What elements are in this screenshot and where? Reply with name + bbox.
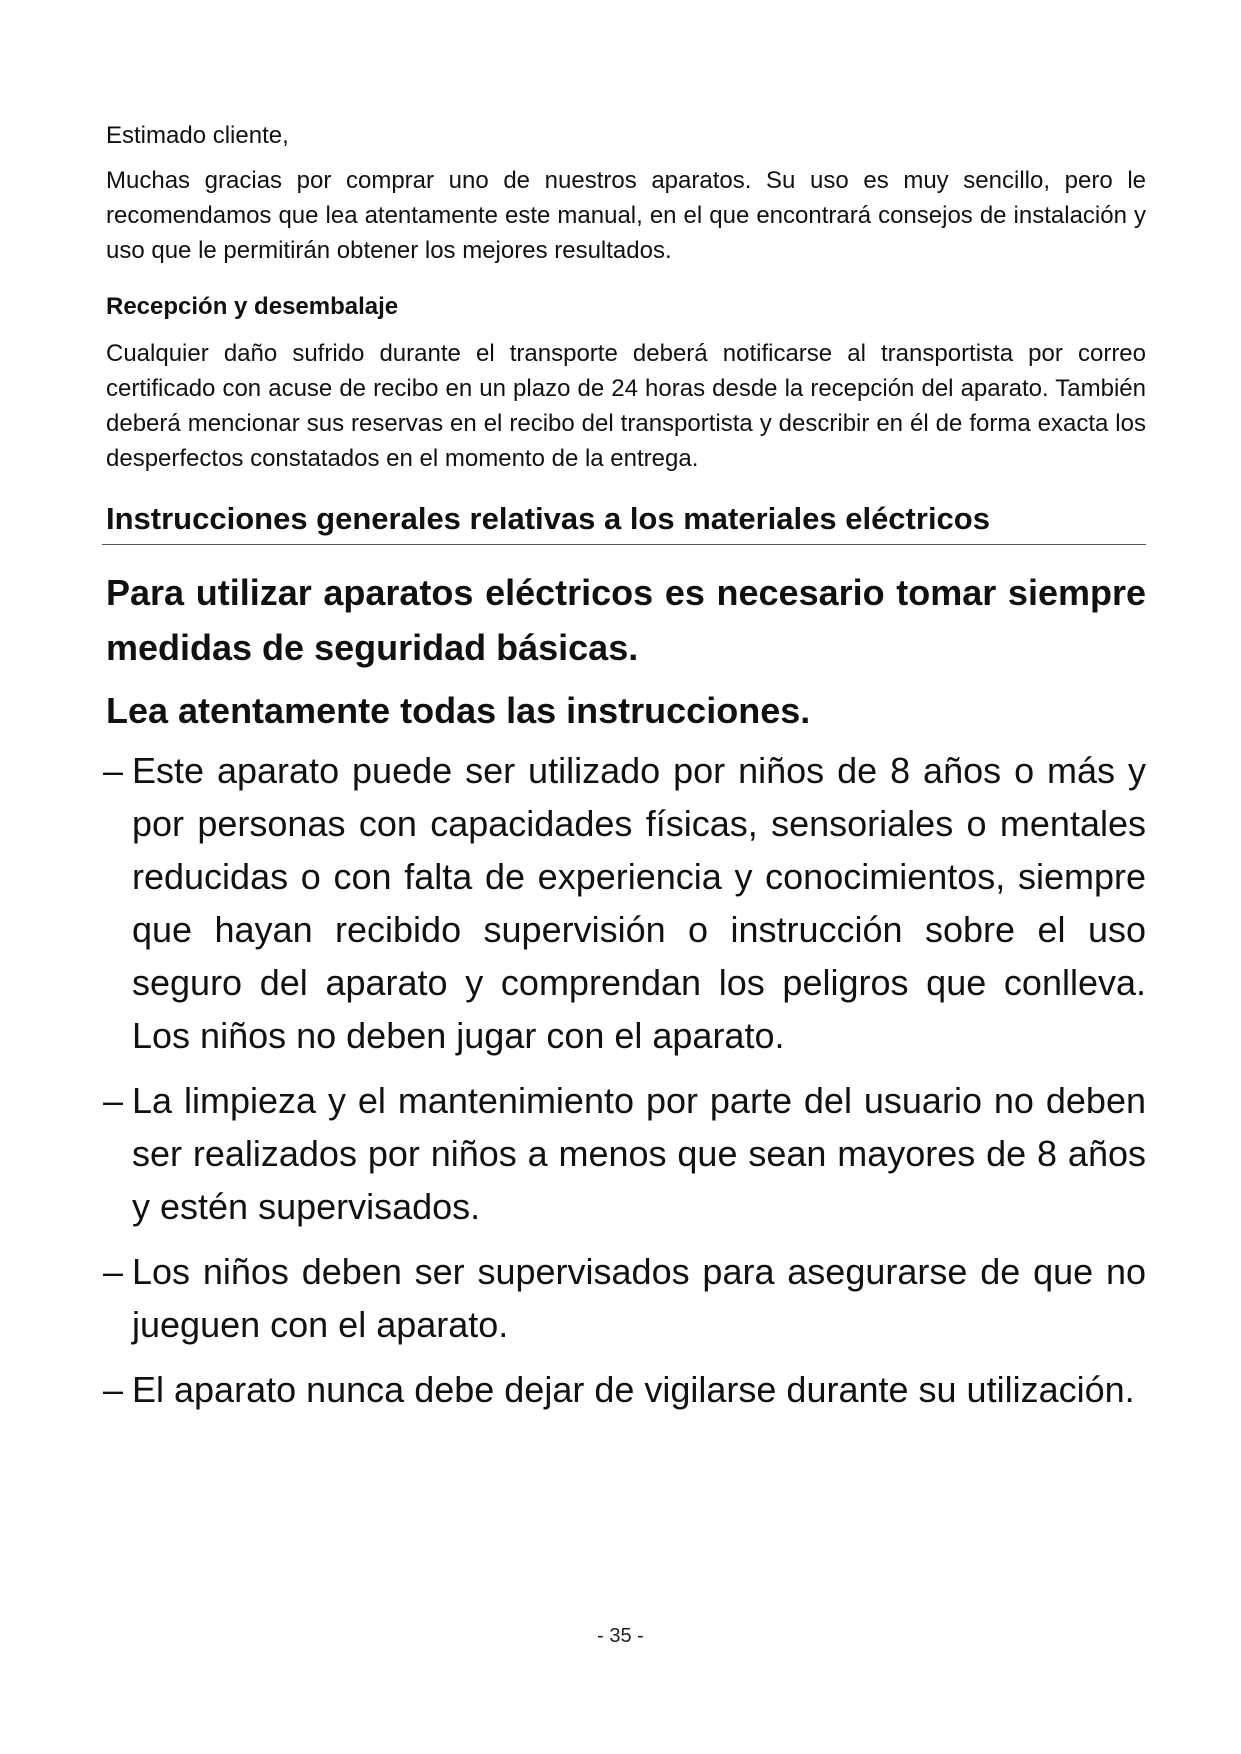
page-number: - 35 -: [597, 1625, 644, 1647]
bullet-dash: –: [103, 750, 124, 791]
greeting: Estimado cliente,: [106, 122, 289, 149]
safety-list: [103, 744, 1146, 1416]
list-item-text: Este aparato puede ser utilizado por niños de 8 años o más y por personas con capacidades físicas, sensoriales o mentales reducidas o con falta de experiencia y conocimientos, siempre que hayan recibido supervisión o instrucción sobre el uso seguro del aparato y comprendan los peligros que conlleva. Los niños no deben jugar con el aparato.: [132, 750, 1146, 1056]
list-item: [103, 1245, 1146, 1351]
section-title: Instrucciones generales relativas a los materiales eléctricos: [102, 498, 1146, 545]
read-instructions-warning: Lea atentamente todas las instrucciones.: [106, 690, 811, 731]
safety-warning: Para utilizar aparatos eléctricos es necesario tomar siempre medidas de seguridad básicas.: [106, 572, 1146, 668]
list-item: [103, 1363, 1146, 1416]
list-item: [103, 1074, 1146, 1233]
list-item-text: El aparato nunca debe dejar de vigilarse durante su utilización.: [132, 1369, 1135, 1410]
list-item: [103, 744, 1146, 1062]
document-page: [103, 118, 1146, 1428]
intro-paragraph: Muchas gracias por comprar uno de nuestros aparatos. Su uso es muy sencillo, pero le recomendamos que lea atentamente este manual, en el que encontrará consejos de instalación y uso que le permitirán obtener los mejores resultados.: [106, 167, 1146, 264]
reception-paragraph: Cualquier daño sufrido durante el transporte deberá notificarse al transportista por correo certificado con acuse de recibo en un plazo de 24 horas desde la recepción del aparato. También deberá mencionar sus reservas en el recibo del transportista y describir en él de forma exacta los desperfectos constatados en el momento de la entrega.: [106, 340, 1146, 472]
bullet-dash: –: [103, 1369, 124, 1410]
list-item-text: La limpieza y el mantenimiento por parte del usuario no deben ser realizados por niños a menos que sean mayores de 8 años y estén supervisados.: [132, 1080, 1146, 1227]
bullet-dash: –: [103, 1251, 124, 1292]
list-item-text: Los niños deben ser supervisados para asegurarse de que no jueguen con el aparato.: [132, 1251, 1146, 1345]
bullet-dash: –: [103, 1080, 124, 1121]
reception-heading: Recepción y desembalaje: [106, 293, 399, 320]
